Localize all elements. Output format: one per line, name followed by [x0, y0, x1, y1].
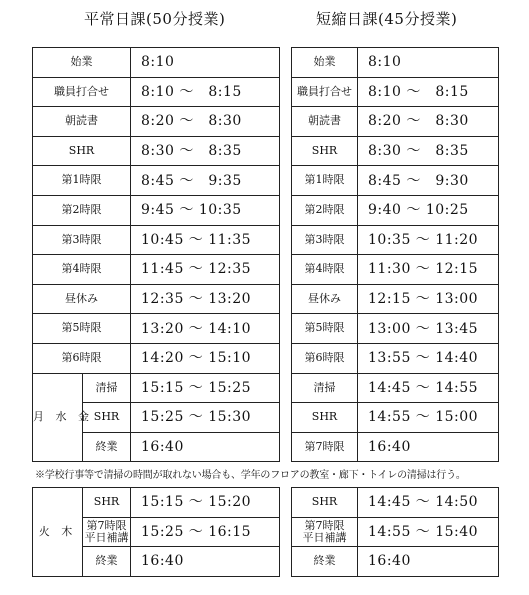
period-time: 16:40 — [131, 547, 280, 577]
period-time: 13:00 〜 13:45 — [358, 314, 499, 344]
period-label: 朝読書 — [33, 107, 131, 137]
period-label: 第7時限 平日補講 — [83, 517, 131, 547]
period-label: 第6時限 — [33, 343, 131, 373]
table-row — [292, 107, 499, 137]
period-time: 8:10 — [131, 48, 280, 78]
table-row — [33, 77, 280, 107]
table-row — [292, 136, 499, 166]
period-label: SHR — [83, 488, 131, 518]
period-label: SHR — [292, 403, 358, 433]
period-time: 8:10 — [358, 48, 499, 78]
period-label: 終業 — [292, 547, 358, 577]
table-row — [292, 432, 499, 462]
period-time: 11:45 〜 12:35 — [131, 255, 280, 285]
short-tue-thu-body — [292, 488, 499, 577]
period-time: 14:55 〜 15:40 — [358, 517, 499, 547]
period-time: 15:15 〜 15:25 — [131, 373, 280, 403]
table-row — [33, 284, 280, 314]
table-row — [33, 488, 280, 518]
table-row — [292, 547, 499, 577]
table-row — [292, 48, 499, 78]
short-schedule-table — [291, 47, 499, 462]
table-row — [292, 195, 499, 225]
period-label: 職員打合せ — [33, 77, 131, 107]
table-row — [33, 166, 280, 196]
period-label: 第3時限 — [33, 225, 131, 255]
table-row — [292, 166, 499, 196]
period-time: 16:40 — [131, 432, 280, 462]
period-label: 終業 — [83, 547, 131, 577]
table-row — [292, 284, 499, 314]
period-label: 昼休み — [292, 284, 358, 314]
table-row — [33, 255, 280, 285]
table-row — [33, 107, 280, 137]
period-label: SHR — [83, 403, 131, 433]
period-label: 第5時限 — [33, 314, 131, 344]
period-time: 15:25 〜 15:30 — [131, 403, 280, 433]
period-time: 10:35 〜 11:20 — [358, 225, 499, 255]
period-time: 14:45 〜 14:55 — [358, 373, 499, 403]
table-row — [33, 343, 280, 373]
period-label: 第2時限 — [292, 195, 358, 225]
period-time: 13:20 〜 14:10 — [131, 314, 280, 344]
normal-schedule-body — [33, 48, 280, 462]
table-row — [33, 373, 280, 403]
period-time: 16:40 — [358, 432, 499, 462]
normal-tue-thu-table — [32, 487, 280, 577]
table-row — [292, 488, 499, 518]
period-label: 第2時限 — [33, 195, 131, 225]
period-time: 14:20 〜 15:10 — [131, 343, 280, 373]
period-time: 12:15 〜 13:00 — [358, 284, 499, 314]
period-label: 第1時限 — [33, 166, 131, 196]
period-label: 第6時限 — [292, 343, 358, 373]
table-row — [33, 195, 280, 225]
period-label: SHR — [33, 136, 131, 166]
period-label: 第5時限 — [292, 314, 358, 344]
period-time: 14:45 〜 14:50 — [358, 488, 499, 518]
normal-tue-thu-body — [33, 488, 280, 577]
table-row — [292, 373, 499, 403]
period-label: 昼休み — [33, 284, 131, 314]
period-label: 始業 — [292, 48, 358, 78]
table-row — [292, 403, 499, 433]
period-label: SHR — [292, 136, 358, 166]
period-time: 8:10 〜 8:15 — [358, 77, 499, 107]
day-group-label: 火 木 — [33, 488, 83, 577]
period-label: 第3時限 — [292, 225, 358, 255]
period-time: 8:45 〜 9:35 — [131, 166, 280, 196]
period-label: 清掃 — [83, 373, 131, 403]
normal-schedule-table — [32, 47, 280, 462]
period-label: 終業 — [83, 432, 131, 462]
period-time: 16:40 — [358, 547, 499, 577]
period-label: 始業 — [33, 48, 131, 78]
normal-schedule-title: 平常日課(50分授業) — [84, 10, 226, 28]
table-row — [33, 314, 280, 344]
cleaning-note: ※学校行事等で清掃の時間が取れない場合も、学年のフロアの教室・廊下・トイレの清掃は行う。 — [35, 470, 466, 481]
day-group-label: 月 水 金 — [33, 373, 83, 462]
table-row — [292, 517, 499, 547]
table-row — [292, 255, 499, 285]
period-label: 職員打合せ — [292, 77, 358, 107]
table-row — [292, 343, 499, 373]
period-time: 15:25 〜 16:15 — [131, 517, 280, 547]
period-time: 13:55 〜 14:40 — [358, 343, 499, 373]
period-time: 15:15 〜 15:20 — [131, 488, 280, 518]
period-label: 第7時限 — [292, 432, 358, 462]
period-time: 11:30 〜 12:15 — [358, 255, 499, 285]
table-row — [292, 225, 499, 255]
table-row — [33, 225, 280, 255]
period-time: 8:45 〜 9:30 — [358, 166, 499, 196]
table-row — [292, 77, 499, 107]
table-row — [33, 136, 280, 166]
period-label: 第7時限 平日補講 — [292, 517, 358, 547]
period-time: 8:30 〜 8:35 — [131, 136, 280, 166]
period-time: 8:10 〜 8:15 — [131, 77, 280, 107]
table-row — [33, 48, 280, 78]
short-schedule-body — [292, 48, 499, 462]
period-label: 第4時限 — [292, 255, 358, 285]
short-tue-thu-table — [291, 487, 499, 577]
period-time: 8:20 〜 8:30 — [131, 107, 280, 137]
period-time: 14:55 〜 15:00 — [358, 403, 499, 433]
table-row — [292, 314, 499, 344]
period-label: 第1時限 — [292, 166, 358, 196]
period-label: 清掃 — [292, 373, 358, 403]
period-time: 8:20 〜 8:30 — [358, 107, 499, 137]
period-time: 9:40 〜 10:25 — [358, 195, 499, 225]
period-label: 朝読書 — [292, 107, 358, 137]
period-time: 12:35 〜 13:20 — [131, 284, 280, 314]
short-schedule-title: 短縮日課(45分授業) — [316, 10, 458, 28]
period-label: SHR — [292, 488, 358, 518]
period-time: 8:30 〜 8:35 — [358, 136, 499, 166]
period-label: 第4時限 — [33, 255, 131, 285]
period-time: 9:45 〜 10:35 — [131, 195, 280, 225]
period-time: 10:45 〜 11:35 — [131, 225, 280, 255]
